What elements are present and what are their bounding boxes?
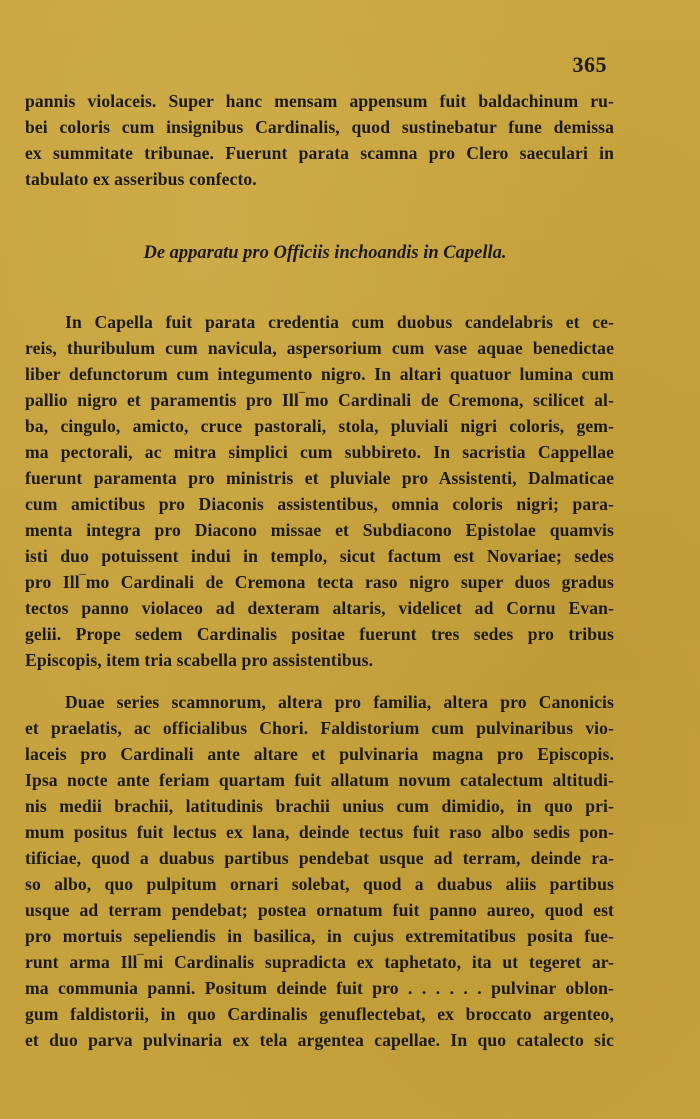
text-line: pro Ill‾mo Cardinali de Cremona tecta raso nigro super duos gradus — [25, 572, 614, 592]
text-line: ma communia panni. Positum deinde fuit pro . . . . . . pulvinar oblon- — [25, 978, 614, 998]
text-line: ma pectorali, ac mitra simplici cum subbireto. In sacristia Cappellae — [25, 442, 614, 462]
text-line: gum faldistorii, in quo Cardinalis genuflectebat, ex broccato argenteo, — [25, 1004, 614, 1024]
text-line: menta integra pro Diacono missae et Subdiacono Epistolae quamvis — [25, 520, 614, 540]
text-line: bei coloris cum insignibus Cardinalis, quod sustinebatur fune demissa — [25, 117, 614, 137]
text-line: pro mortuis sepeliendis in basilica, in cujus extremitatibus posita fue- — [25, 926, 614, 946]
text-line: fuerunt paramenta pro ministris et pluviale pro Assistenti, Dalmaticae — [25, 468, 614, 488]
text-line: cum amictibus pro Diaconis assistentibus, omnia coloris nigri; para- — [25, 494, 614, 514]
text-line: liber defunctorum cum integumento nigro. In altari quatuor lumina cum — [25, 364, 614, 384]
text-line: et duo parva pulvinaria ex tela argentea capellae. In quo catalecto sic — [25, 1030, 614, 1050]
text-line: pannis violaceis. Super hanc mensam appensum fuit baldachinum ru- — [25, 91, 614, 111]
text-line: et praelatis, ac officialibus Chori. Faldistorium cum pulvinaribus vio- — [25, 718, 614, 738]
text-line: usque ad terram pendebat; postea ornatum fuit panno aureo, quod est — [25, 900, 614, 920]
text-line: ba, cingulo, amicto, cruce pastorali, stola, pluviali nigri coloris, gem- — [25, 416, 614, 436]
text-line: ex summitate tribunae. Fuerunt parata scamna pro Clero saeculari in — [25, 143, 614, 163]
text-line: laceis pro Cardinali ante altare et pulvinaria magna pro Episcopis. — [25, 744, 614, 764]
text-line: Ipsa nocte ante feriam quartam fuit allatum novum catalectum altitudi- — [25, 770, 614, 790]
text-line: gelii. Prope sedem Cardinalis positae fuerunt tres sedes pro tribus — [25, 624, 614, 644]
text-line: isti duo potuissent indui in templo, sicut factum est Novariae; sedes — [25, 546, 614, 566]
text-line: tificiae, quod a duabus partibus pendebat usque ad terram, deinde ra- — [25, 848, 614, 868]
text-line: Duae series scamnorum, altera pro familia, altera pro Canonicis — [65, 692, 614, 712]
text-line: so albo, quo pulpitum ornari solebat, quod a duabus aliis partibus — [25, 874, 614, 894]
text-line: tectos panno violaceo ad dexteram altaris, videlicet ad Cornu Evan- — [25, 598, 614, 618]
text-line: Episcopis, item tria scabella pro assistentibus. — [25, 650, 374, 670]
paragraph-1 — [25, 88, 614, 192]
text-line: pallio nigro et paramentis pro Ill‾mo Cardinali de Cremona, scilicet al- — [25, 390, 614, 410]
text-line: mum positus fuit lectus ex lana, deinde tectus fuit raso albo sedis pon- — [25, 822, 614, 842]
section-heading: De apparatu pro Officiis inchoandis in Capella. — [143, 243, 507, 263]
page-number: 365 — [572, 52, 607, 77]
paragraph-2 — [25, 309, 614, 673]
text-line: tabulato ex asseribus confecto. — [25, 169, 257, 189]
text-line: nis medii brachii, latitudinis brachii unius cum dimidio, in quo pri- — [25, 796, 614, 816]
text-line: reis, thuribulum cum navicula, aspersorium cum vase aquae benedictae — [25, 338, 614, 358]
paragraph-3 — [25, 689, 614, 1053]
text-line: In Capella fuit parata credentia cum duobus candelabris et ce- — [65, 312, 614, 332]
text-line: runt arma Ill‾mi Cardinalis supradicta ex taphetato, ita ut tegeret ar- — [25, 952, 614, 972]
